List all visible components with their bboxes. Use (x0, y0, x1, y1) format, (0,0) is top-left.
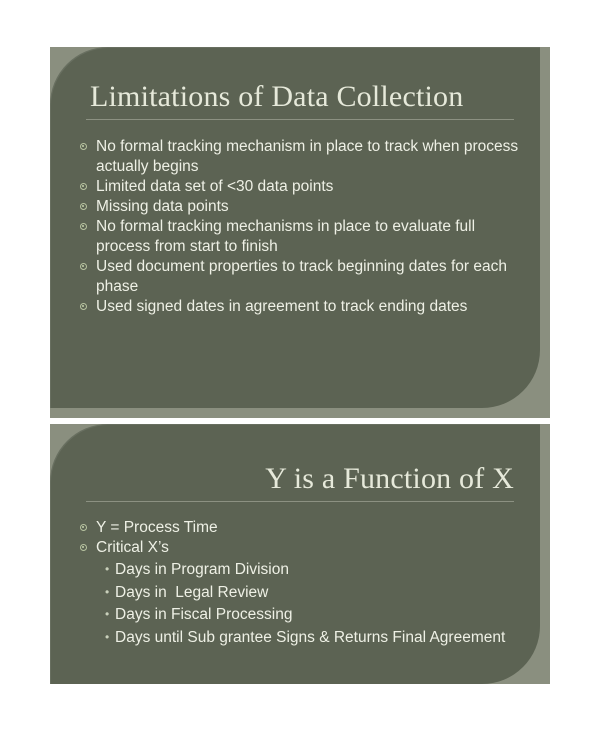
bullet-text: Used signed dates in agreement to track ending dates (96, 298, 468, 315)
bullet-text: Limited data set of <30 data points (96, 178, 334, 195)
bullet-circle-icon (80, 203, 87, 210)
bullet-item (80, 217, 520, 257)
bullet-item (80, 257, 520, 297)
bullet-item (80, 297, 520, 317)
slide-title: Y is a Function of X (265, 462, 514, 495)
slide-y-function-of-x (50, 424, 550, 684)
bullet-dot-icon: • (105, 562, 110, 576)
bullet-text: No formal tracking mechanism in place to track when process actually begins (96, 138, 519, 175)
bullet-item (80, 137, 520, 177)
bullet-circle-icon (80, 183, 87, 190)
slide-title: Limitations of Data Collection (90, 80, 464, 113)
sub-bullet-text: Days in Legal Review (115, 583, 269, 601)
slide-panel (50, 47, 540, 408)
sub-bullet-item (80, 627, 520, 649)
bullet-text: No formal tracking mechanisms in place to evaluate full process from start to finish (96, 218, 476, 255)
bullet-circle-icon (80, 544, 87, 551)
bullet-list (80, 518, 520, 648)
bullet-circle-icon (80, 223, 87, 230)
bullet-circle-icon (80, 303, 87, 310)
bullet-text: Y = Process Time (96, 519, 218, 536)
slide-limitations (50, 47, 550, 418)
bullet-dot-icon: • (105, 584, 110, 599)
sub-bullet-text: Days in Program Division (115, 561, 289, 578)
sub-bullet-text: Days in Fiscal Processing (115, 606, 293, 623)
sub-bullet-text: Days until Sub grantee Signs & Returns Final Agreement (115, 628, 506, 646)
bullet-circle-icon (80, 524, 87, 531)
slide-panel (50, 424, 540, 684)
sub-bullet-item (80, 582, 520, 604)
bullet-list (80, 137, 520, 317)
bullet-item (80, 197, 520, 217)
bullet-item (80, 538, 520, 558)
title-divider (86, 501, 514, 502)
bullet-circle-icon (80, 263, 87, 270)
sub-bullet-item (80, 559, 520, 581)
bullet-text: Used document properties to track beginning dates for each phase (96, 258, 507, 295)
title-divider (86, 119, 514, 120)
bullet-item (80, 177, 520, 197)
bullet-text: Critical X’s (96, 539, 169, 556)
bullet-item (80, 518, 520, 538)
sub-bullet-item (80, 604, 520, 626)
bullet-dot-icon: • (105, 607, 110, 621)
bullet-text: Missing data points (96, 198, 229, 215)
bullet-circle-icon (80, 143, 87, 150)
bullet-dot-icon: • (105, 629, 110, 644)
